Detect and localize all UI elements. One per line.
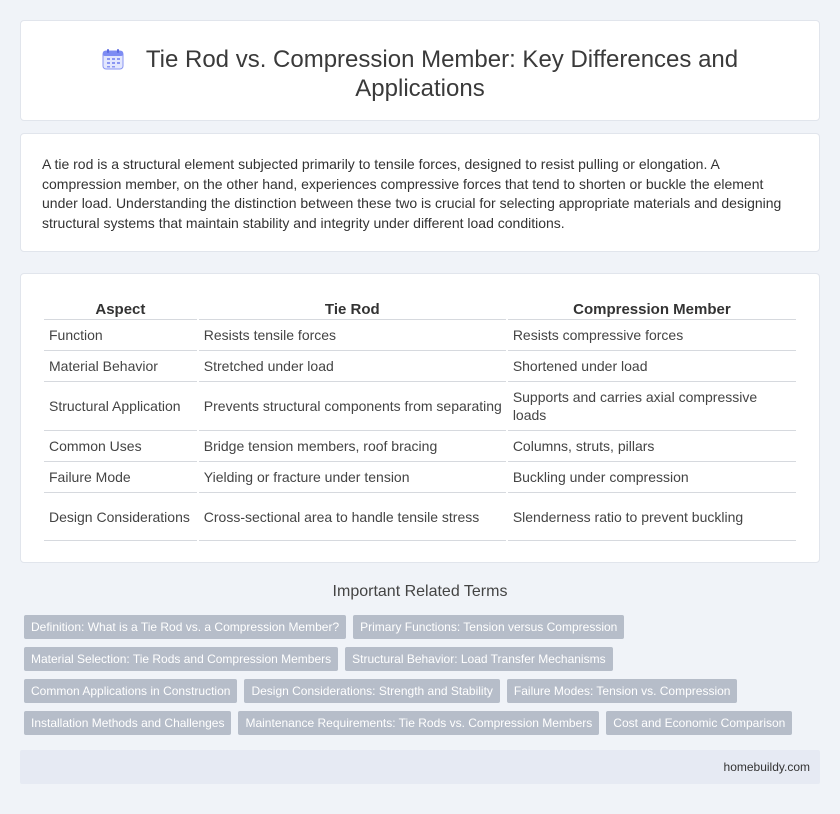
related-term-tag[interactable]: Cost and Economic Comparison xyxy=(606,711,792,735)
table-cell: Slenderness ratio to prevent buckling xyxy=(508,493,796,541)
related-term-tag[interactable]: Failure Modes: Tension vs. Compression xyxy=(507,679,738,703)
page-title-row xyxy=(21,45,819,103)
table-cell: Function xyxy=(44,320,197,351)
related-term-tag[interactable]: Primary Functions: Tension versus Compression xyxy=(353,615,624,639)
table-cell: Supports and carries axial compressive loads xyxy=(508,382,796,431)
intro-paragraph: A tie rod is a structural element subjected primarily to tensile forces, designed to resist pulling or elongation. A compression member, on the other hand, experiences compressive forces that tend to shorten or buckle the element under load. Understanding the distinction between these two is crucial for selecting appropriate materials and designing structural systems that maintain stability and integrity under different load conditions. xyxy=(42,156,782,231)
column-header-compression-member: Compression Member xyxy=(508,296,796,320)
table-row xyxy=(44,493,796,541)
related-term-tag[interactable]: Definition: What is a Tie Rod vs. a Compression Member? xyxy=(24,615,346,639)
comparison-table xyxy=(42,296,798,541)
table-row xyxy=(44,320,796,351)
related-term-tag[interactable]: Design Considerations: Strength and Stability xyxy=(244,679,499,703)
related-term-tag[interactable]: Material Selection: Tie Rods and Compression Members xyxy=(24,647,338,671)
column-header-aspect: Aspect xyxy=(44,296,197,320)
page-title: Tie Rod vs. Compression Member: Key Differences and Applications xyxy=(145,46,739,102)
table-row xyxy=(44,431,796,462)
intro-card xyxy=(20,133,820,252)
table-cell: Yielding or fracture under tension xyxy=(199,462,506,493)
title-card xyxy=(20,20,820,121)
table-cell: Common Uses xyxy=(44,431,197,462)
comparison-table-card xyxy=(20,273,820,563)
table-cell: Bridge tension members, roof bracing xyxy=(199,431,506,462)
related-terms-list xyxy=(24,615,824,743)
column-header-tie-rod: Tie Rod xyxy=(199,296,506,320)
table-row xyxy=(44,351,796,382)
related-term-tag[interactable]: Common Applications in Construction xyxy=(24,679,237,703)
table-cell: Cross-sectional area to handle tensile stress xyxy=(199,493,506,541)
table-cell: Prevents structural components from separating xyxy=(199,382,506,431)
table-cell: Material Behavior xyxy=(44,351,197,382)
table-cell: Design Considerations xyxy=(44,493,197,541)
footer xyxy=(20,750,820,784)
calendar-icon xyxy=(102,48,124,70)
table-cell: Buckling under compression xyxy=(508,462,796,493)
table-row xyxy=(44,382,796,431)
table-cell: Resists compressive forces xyxy=(508,320,796,351)
table-cell: Structural Application xyxy=(44,382,197,431)
table-cell: Failure Mode xyxy=(44,462,197,493)
table-cell: Columns, struts, pillars xyxy=(508,431,796,462)
footer-site-link[interactable]: homebuildy.com xyxy=(723,760,810,774)
table-row xyxy=(44,462,796,493)
table-cell: Resists tensile forces xyxy=(199,320,506,351)
related-term-tag[interactable]: Installation Methods and Challenges xyxy=(24,711,231,735)
related-term-tag[interactable]: Structural Behavior: Load Transfer Mechanisms xyxy=(345,647,612,671)
table-cell: Stretched under load xyxy=(199,351,506,382)
related-term-tag[interactable]: Maintenance Requirements: Tie Rods vs. Compression Members xyxy=(238,711,599,735)
table-cell: Shortened under load xyxy=(508,351,796,382)
table-header-row xyxy=(44,296,796,320)
related-terms-heading: Important Related Terms xyxy=(332,583,508,600)
